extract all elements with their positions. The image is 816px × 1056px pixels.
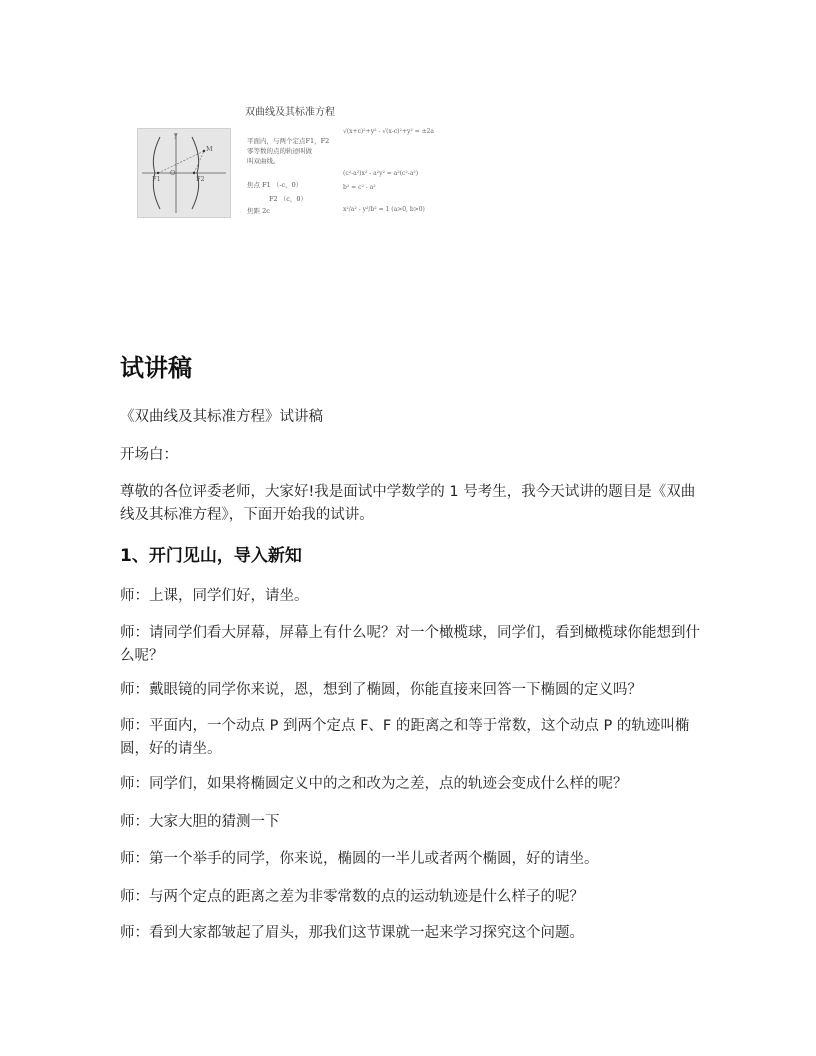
figure-math-line: (c²-a²)x² - a²y² = a²(c²-a²) bbox=[343, 170, 419, 177]
dialogue-line: 师：戴眼镜的同学你来说，恩，想到了椭圆，你能直接来回答一下椭圆的定义吗？ bbox=[120, 682, 642, 698]
axis-y-label: y bbox=[174, 131, 178, 139]
figure-text-line: 焦距 2c bbox=[247, 207, 270, 215]
point-m-label: M bbox=[206, 145, 213, 153]
opening-paragraph: 尊敬的各位评委老师，大家好!我是面试中学数学的 1 号考生，我今天试讲的题目是《双曲线及其标准方程》，下面开始我的试讲。 bbox=[120, 484, 696, 523]
figure-text-line: 焦点 F1 （-c，0） bbox=[247, 181, 303, 189]
point-f1-label: F1 bbox=[152, 175, 161, 183]
figure-text-line: 平面内，与两个定点F1，F2 bbox=[247, 137, 330, 145]
dialogue-line: 师：与两个定点的距离之差为非零常数的点的运动轨迹是什么样子的呢？ bbox=[120, 889, 584, 905]
opening-label: 开场白： bbox=[120, 447, 178, 463]
dialogue-line: 师：第一个举手的同学，你来说，椭圆的一半儿或者两个椭圆，好的请坐。 bbox=[120, 851, 599, 867]
figure-title: 双曲线及其标准方程 bbox=[245, 107, 335, 118]
point-f2-label: F2 bbox=[196, 175, 205, 183]
figure-text-line: 叫双曲线。 bbox=[247, 157, 280, 165]
figure-math-line: x²/a² - y²/b² = 1 (a>0, b>0) bbox=[343, 206, 425, 213]
figure-math-line: b² = c² - a² bbox=[343, 184, 376, 191]
origin-label: O bbox=[170, 169, 176, 177]
figure-text-line: 零等数的点的轨迹叫做 bbox=[247, 147, 312, 155]
figure-text-line: F2 （c，0） bbox=[269, 195, 307, 203]
hyperbola-graph bbox=[137, 128, 231, 218]
dialogue-line: 师：看到大家都皱起了眉头，那我们这节课就一起来学习探究这个问题。 bbox=[120, 925, 584, 941]
subtitle: 《双曲线及其标准方程》试讲稿 bbox=[120, 409, 323, 425]
dialogue-line: 师：大家大胆的猜测一下 bbox=[120, 814, 280, 830]
hyperbola-figure bbox=[137, 100, 457, 240]
dialogue-line: 师：上课，同学们好，请坐。 bbox=[120, 588, 309, 604]
section-heading: 1、开门见山，导入新知 bbox=[120, 546, 302, 566]
dialogue-line: 师：平面内，一个动点 P 到两个定点 F、F 的距离之和等于常数，这个动点 P 的轨迹叫椭圆，好的请坐。 bbox=[120, 718, 690, 757]
figure-math-line: √(x+c)²+y² - √(x-c)²+y² = ±2a bbox=[343, 128, 435, 135]
dialogue-line: 师：同学们，如果将椭圆定义中的之和改为之差，点的轨迹会变成什么样的呢？ bbox=[120, 776, 628, 792]
dialogue-line: 师：请同学们看大屏幕，屏幕上有什么呢？对一个橄榄球，同学们，看到橄榄球你能想到什么呢？ bbox=[120, 625, 700, 664]
page-title: 试讲稿 bbox=[120, 354, 192, 382]
